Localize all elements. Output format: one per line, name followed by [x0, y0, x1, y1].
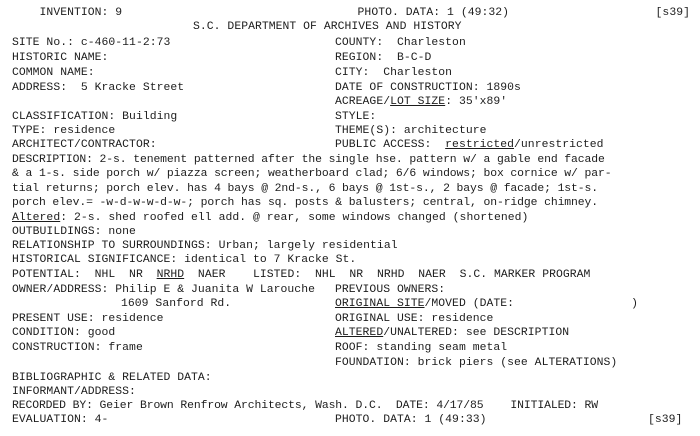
previous-owners: PREVIOUS OWNERS:	[335, 284, 446, 296]
acreage-lot-size: ACREAGE/LOT SIZE: 35'x89'	[335, 96, 508, 108]
evaluation: EVALUATION: 4-	[12, 414, 109, 426]
header-cut-left: INVENTION: 9	[39, 7, 123, 19]
public-access: PUBLIC ACCESS: restricted/unrestricted	[335, 139, 604, 151]
style: STYLE:	[335, 111, 377, 123]
date-of-construction: DATE OF CONSTRUCTION: 1890s	[335, 82, 521, 94]
owner-street: 1609 Sanford Rd.	[121, 298, 232, 310]
common-name: COMMON NAME:	[12, 67, 95, 79]
themes: THEME(S): architecture	[335, 125, 487, 137]
description-line-2: & a 1-s. side porch w/ piazza screen; weatherboard clad; 6/6 windows; box cornice w/ par-	[12, 168, 612, 180]
original-site-moved: ORIGINAL SITE/MOVED (DATE: )	[335, 298, 638, 310]
construction: CONSTRUCTION: frame	[12, 342, 143, 354]
historical-significance: HISTORICAL SIGNIFICANCE: identical to 7 Kracke St.	[12, 254, 357, 266]
outbuildings: OUTBUILDINGS: none	[12, 226, 136, 238]
header-cut-right: PHOTO. DATA: 1 (49:32)	[357, 7, 510, 19]
type: TYPE: residence	[12, 125, 116, 137]
description-line-3: tial returns; porch elev. has 4 bays @ 2nd-s., 6 bays @ 1st-s., 2 bays @ facade; 1st-s.	[12, 183, 598, 195]
foundation: FOUNDATION: brick piers (see ALTERATIONS)	[335, 357, 618, 369]
original-use: ORIGINAL USE: residence	[335, 313, 494, 325]
classification: CLASSIFICATION: Building	[12, 111, 178, 123]
description-line-4: porch elev.= -w-d-w-w-d-w-; porch has sq. posts & balusters; central, on-ridge chimney.	[12, 197, 598, 209]
potential-listed: POTENTIAL: NHL NR NRHD NAER LISTED: NHL NR NRHD NAER S.C. MARKER PROGRAM	[12, 269, 591, 281]
sheet-code: [s39]	[648, 414, 683, 426]
bibliographic-data: BIBLIOGRAPHIC & RELATED DATA:	[12, 372, 212, 384]
city: CITY: Charleston	[335, 67, 453, 79]
region: REGION: B-C-D	[335, 52, 432, 64]
architect-contractor: ARCHITECT/CONTRACTOR:	[12, 139, 157, 151]
altered-unaltered: ALTERED/UNALTERED: see DESCRIPTION	[335, 327, 570, 339]
relationship-to-surroundings: RELATIONSHIP TO SURROUNDINGS: Urban; largely residential	[12, 240, 398, 252]
recorded-by: RECORDED BY: Geier Brown Renfrow Architects, Wash. D.C. DATE: 4/17/85 INITIALED: RW	[12, 400, 598, 412]
informant-address: INFORMANT/ADDRESS:	[12, 386, 136, 398]
site-number: SITE No.: c-460-11-2:73	[12, 37, 171, 49]
header-cut-code: [s39]	[655, 7, 690, 19]
county: COUNTY: Charleston	[335, 37, 466, 49]
owner-address: OWNER/ADDRESS: Philip E & Juanita W Larouche	[12, 284, 315, 296]
roof: ROOF: standing seam metal	[335, 342, 508, 354]
historic-name: HISTORIC NAME:	[12, 52, 109, 64]
description-line-1: DESCRIPTION: 2-s. tenement patterned after the single hse. pattern w/ a gable end facade	[12, 154, 605, 166]
address: ADDRESS: 5 Kracke Street	[12, 82, 185, 94]
form-title: S.C. DEPARTMENT OF ARCHIVES AND HISTORY	[193, 21, 462, 33]
alterations: Altered: 2-s. shed roofed ell add. @ rear, some windows changed (shortened)	[12, 212, 529, 224]
present-use: PRESENT USE: residence	[12, 313, 164, 325]
photo-data: PHOTO. DATA: 1 (49:33)	[335, 414, 487, 426]
condition: CONDITION: good	[12, 327, 116, 339]
